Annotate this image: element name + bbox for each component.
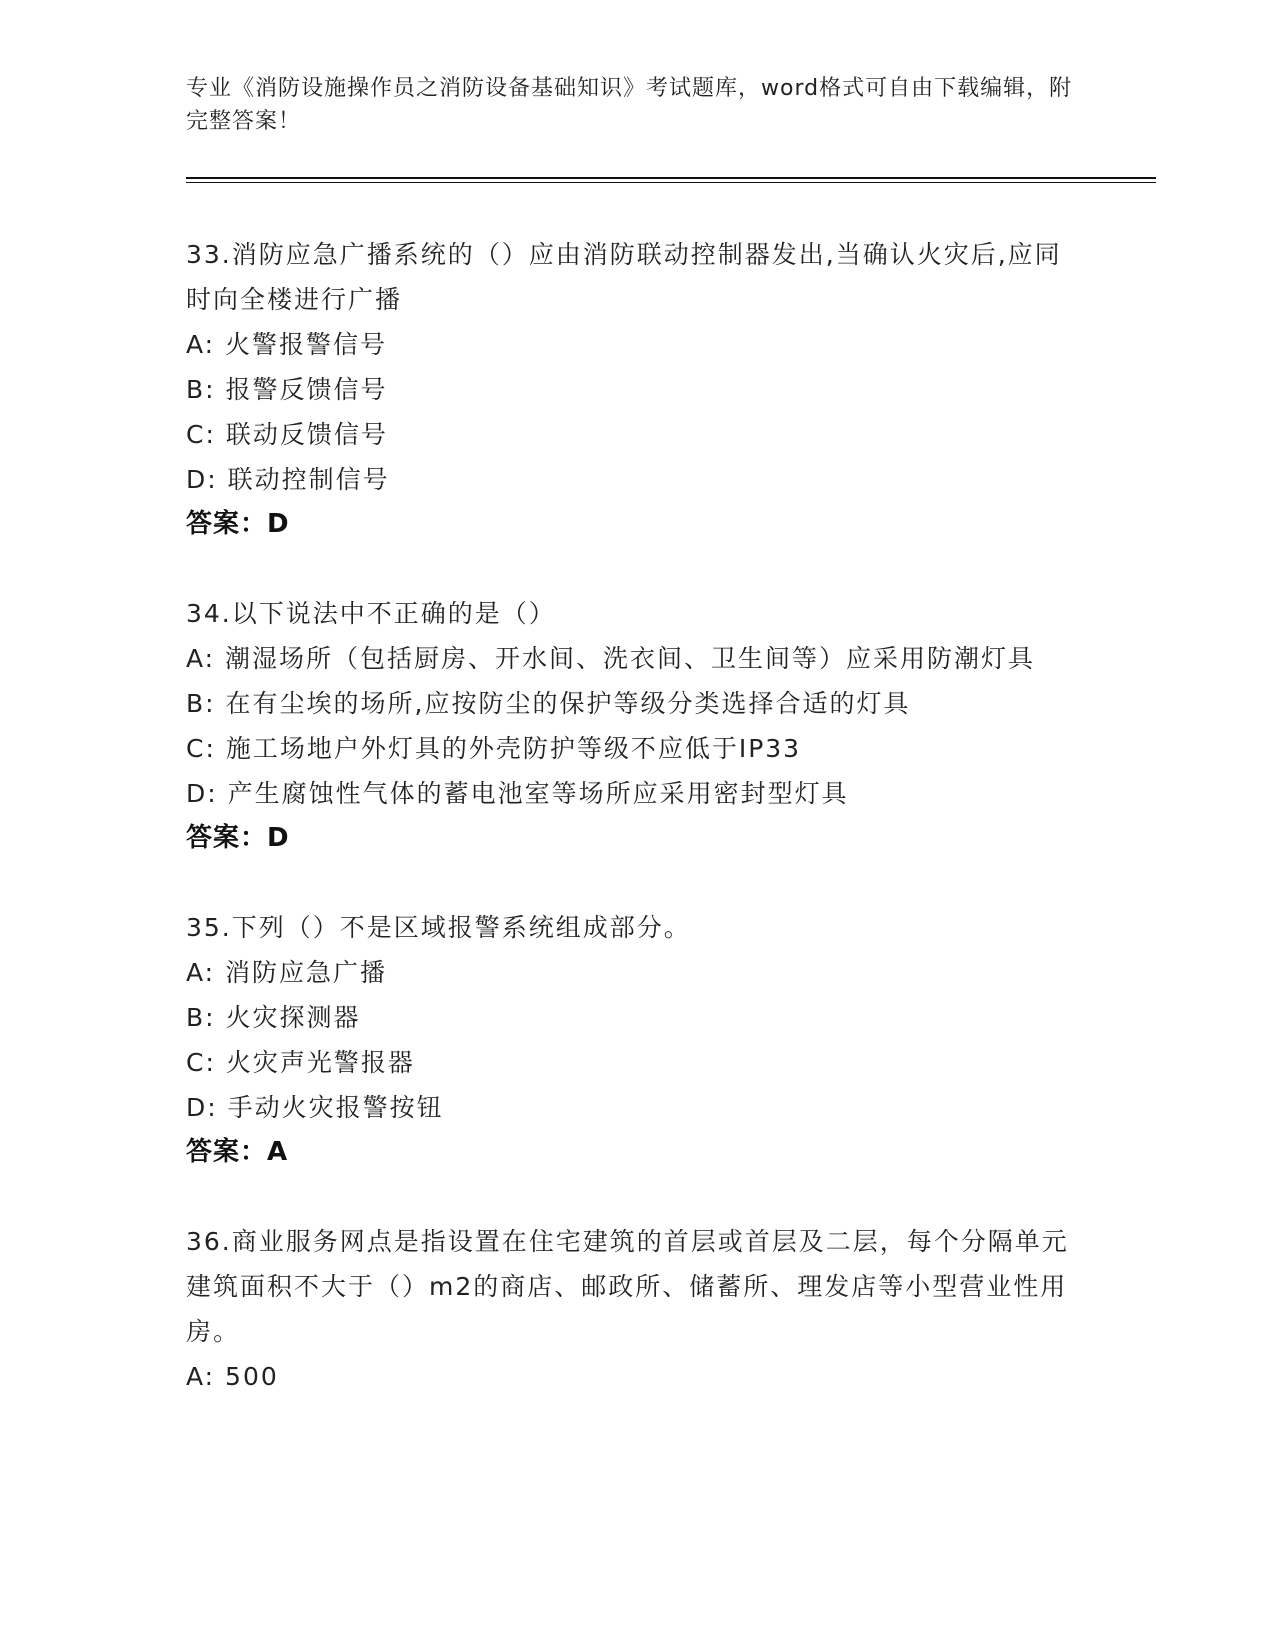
option-c: C: 火灾声光警报器 — [186, 1048, 415, 1077]
document-header: 专业《消防设施操作员之消防设备基础知识》考试题库，word格式可自由下载编辑，附完整答案！ — [186, 76, 1073, 134]
option-a: A: 500 — [186, 1362, 279, 1391]
option-c: C: 施工场地户外灯具的外壳防护等级不应低于IP33 — [186, 734, 802, 763]
option-b: B: 在有尘埃的场所,应按防尘的保护等级分类选择合适的灯具 — [186, 689, 911, 718]
question-stem: 33.消防应急广播系统的（）应由消防联动控制器发出,当确认火灾后,应同时向全楼进行广播 — [186, 240, 1062, 314]
question-35 — [186, 905, 1086, 1175]
header-divider-thick — [186, 177, 1156, 179]
question-list — [186, 232, 1086, 1443]
question-34 — [186, 591, 1086, 861]
option-a: A: 火警报警信号 — [186, 330, 388, 359]
answer-label: 答案：A — [186, 1137, 289, 1167]
option-a: A: 消防应急广播 — [186, 958, 388, 987]
option-b: B: 报警反馈信号 — [186, 375, 388, 404]
question-33 — [186, 232, 1086, 547]
option-c: C: 联动反馈信号 — [186, 420, 388, 449]
option-d: D: 联动控制信号 — [186, 465, 390, 494]
question-stem: 35.下列（）不是区域报警系统组成部分。 — [186, 913, 691, 942]
question-36 — [186, 1219, 1086, 1399]
question-stem: 36.商业服务网点是指设置在住宅建筑的首层或首层及二层，每个分隔单元建筑面积不大于（）m2的商店、邮政所、储蓄所、理发店等小型营业性用房。 — [186, 1227, 1069, 1346]
option-b: B: 火灾探测器 — [186, 1003, 361, 1032]
option-d: D: 手动火灾报警按钮 — [186, 1093, 444, 1122]
option-a: A: 潮湿场所（包括厨房、开水间、洗衣间、卫生间等）应采用防潮灯具 — [186, 644, 1036, 673]
answer-label: 答案：D — [186, 509, 290, 539]
question-stem: 34.以下说法中不正确的是（） — [186, 599, 556, 628]
option-d: D: 产生腐蚀性气体的蓄电池室等场所应采用密封型灯具 — [186, 779, 849, 808]
answer-label: 答案：D — [186, 823, 290, 853]
header-divider-thin — [186, 182, 1156, 183]
